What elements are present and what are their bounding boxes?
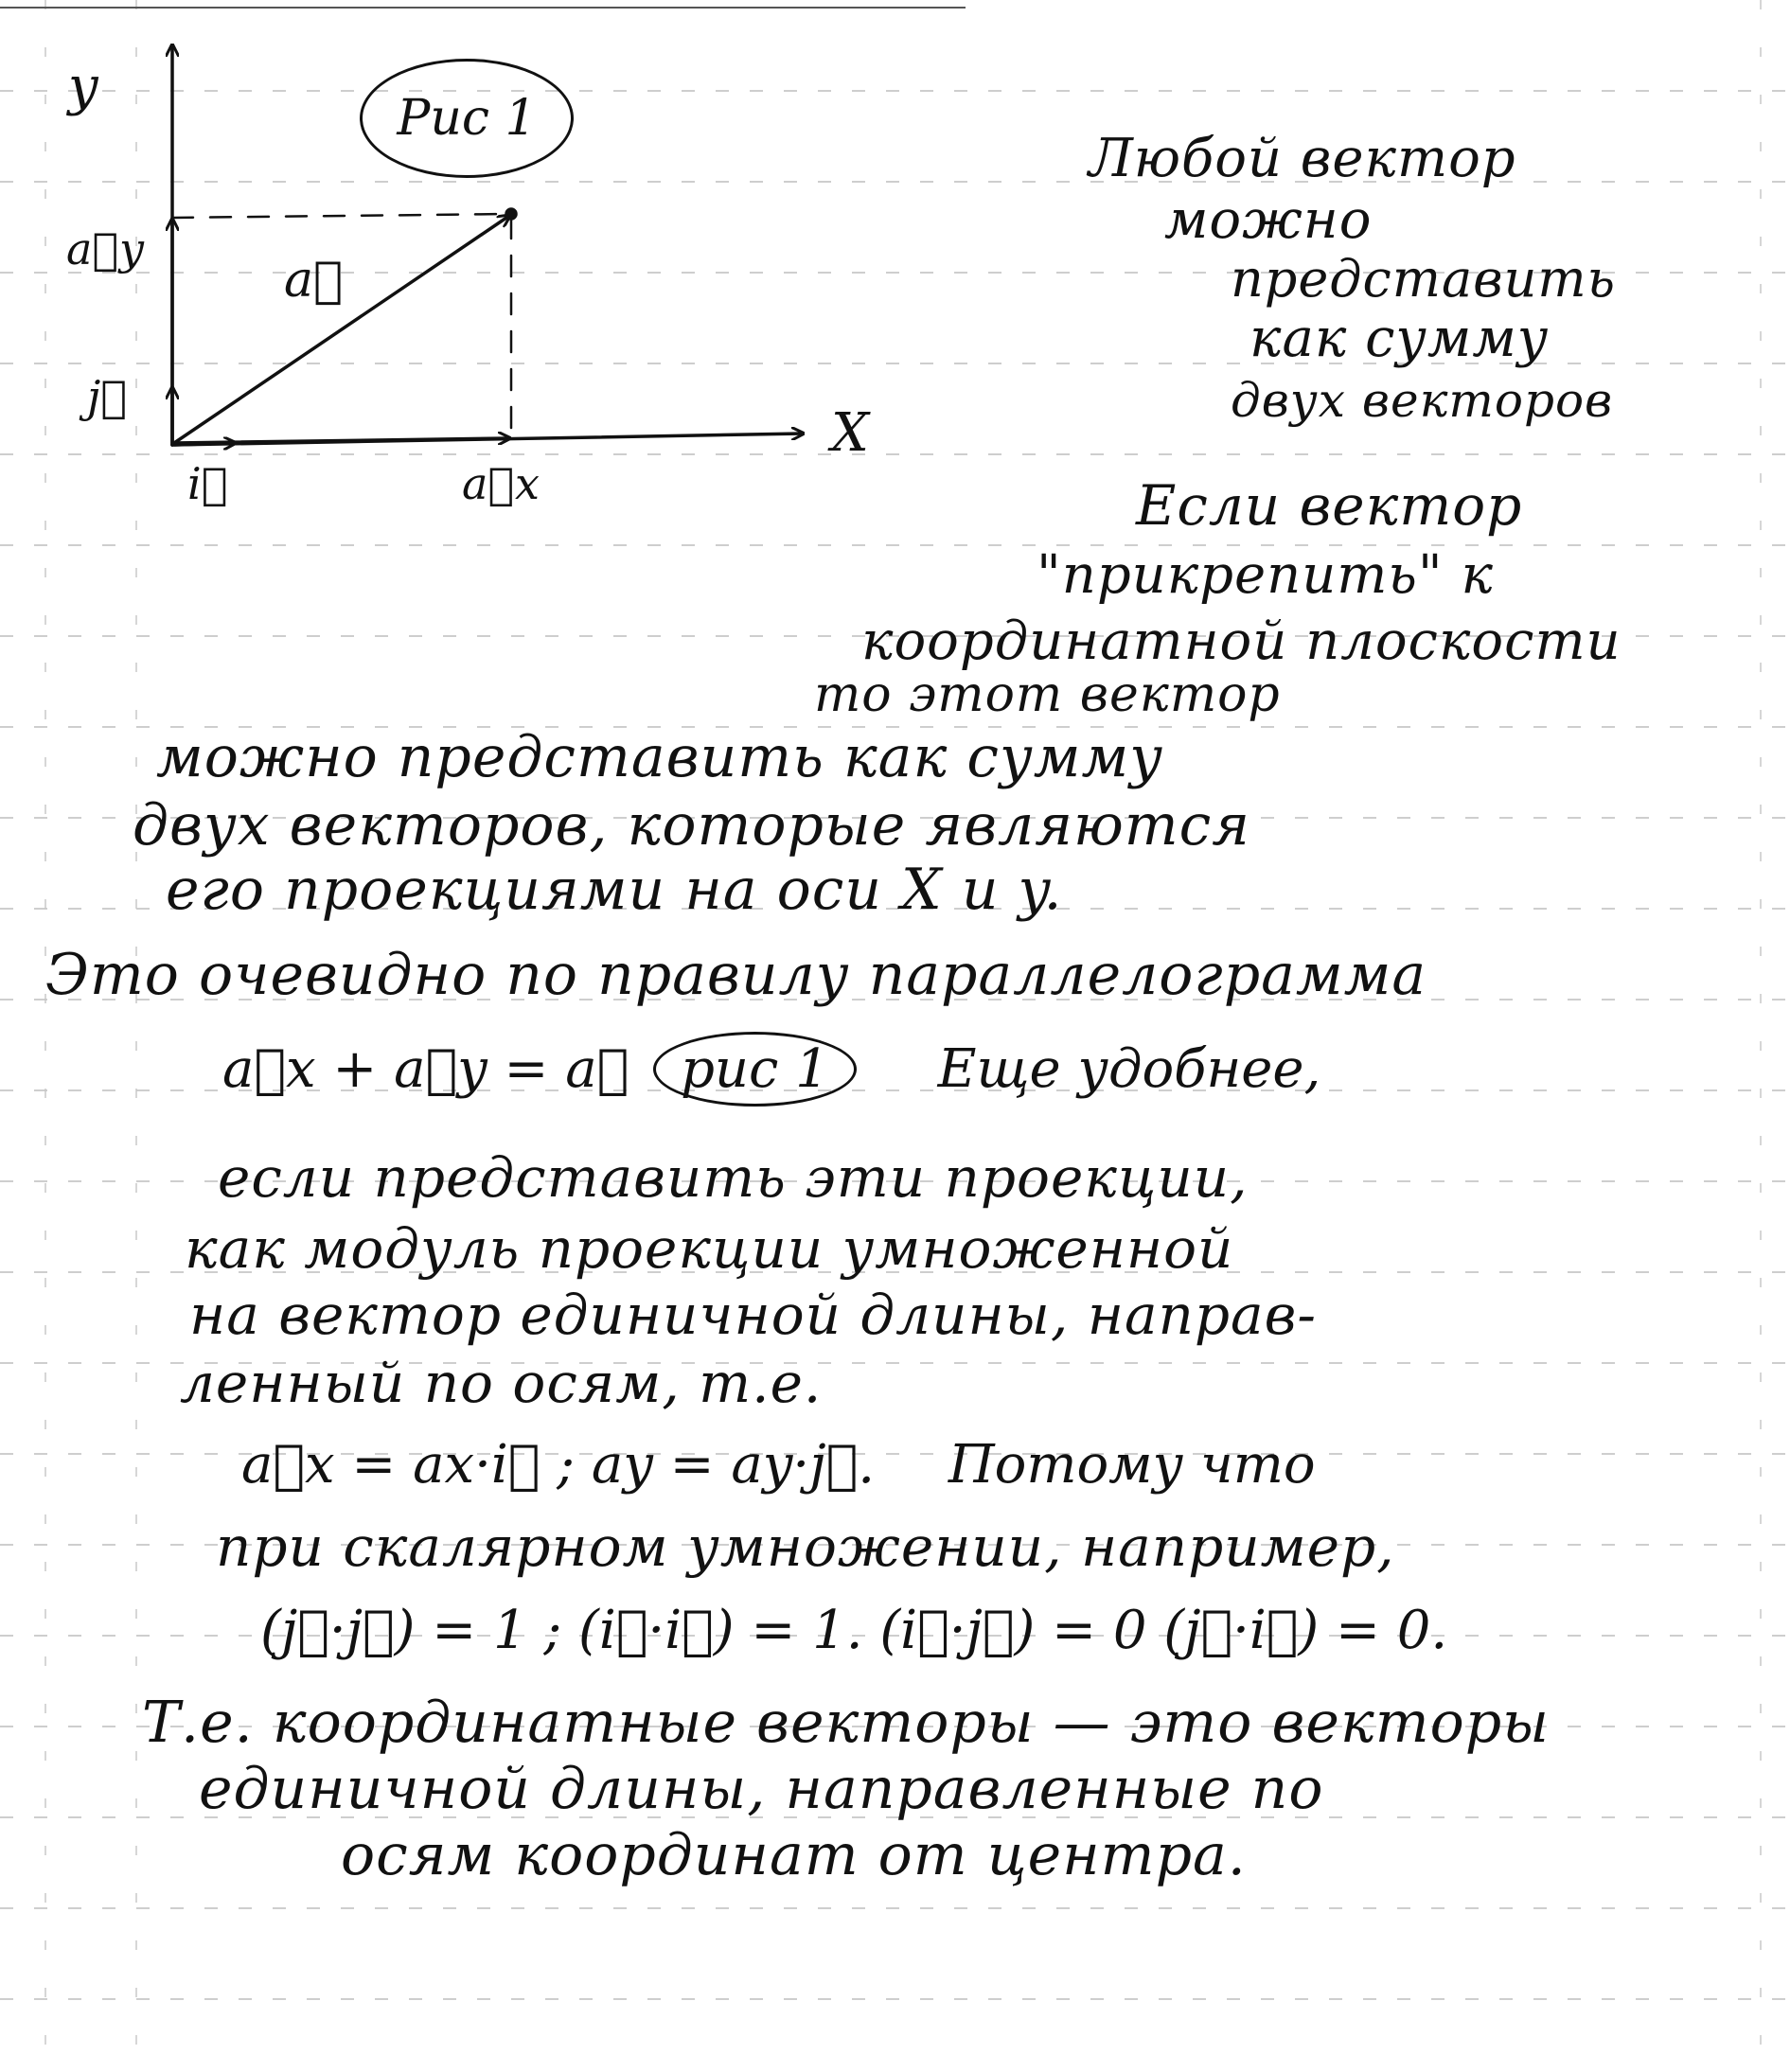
vector-a xyxy=(174,216,509,443)
conclusion-line: Т.е. координатные векторы — это векторы xyxy=(142,1690,1550,1756)
conclusion-line: единичной длины, направленные по xyxy=(199,1756,1324,1822)
body2-line: как модуль проекции умноженной xyxy=(185,1216,1234,1281)
vector-ax xyxy=(174,438,509,443)
side-note-line: двух векторов xyxy=(1231,373,1614,428)
vector-i xyxy=(174,443,235,445)
formula-sum-expr: a⃗x + a⃗y = a⃗ xyxy=(222,1038,629,1100)
x-axis xyxy=(172,434,803,445)
formula-sum xyxy=(222,1032,1320,1107)
body-line: можно представить как сумму xyxy=(156,724,1164,790)
formula-projection-tail: Потому что xyxy=(948,1434,1316,1496)
formula-dot-products: (j⃗·j⃗) = 1 ; (i⃗·i⃗) = 1. (i⃗·j⃗) = 0 (j⃗·i⃗) = 0. xyxy=(260,1600,1448,1661)
axis-y-label: y xyxy=(68,56,99,117)
intro-line: то этот вектор xyxy=(814,666,1281,723)
body-line: Это очевидно по правилу параллелограмма xyxy=(45,942,1427,1008)
vector-ay-label: a⃗y xyxy=(66,223,146,274)
body3-line: при скалярном умножении, например, xyxy=(216,1514,1395,1579)
formula-projection-expr: a⃗x = ax·i⃗ ; ay = ay·j⃗. xyxy=(241,1434,875,1496)
side-note-line: Любой вектор xyxy=(1089,128,1516,189)
side-note-line: можно xyxy=(1164,189,1373,251)
body2-line: ленный по осям, т.е. xyxy=(180,1351,823,1415)
conclusion-line: осям координат от центра. xyxy=(341,1822,1247,1888)
formula-projection xyxy=(241,1434,1316,1496)
side-note-line: представить xyxy=(1231,249,1616,309)
side-note-line: как сумму xyxy=(1249,308,1550,369)
figure-label: Рис 1 xyxy=(360,59,574,178)
intro-line: координатной плоскости xyxy=(861,611,1622,672)
body-line: его проекциями на оси X и y. xyxy=(166,857,1063,923)
vector-a-label: a⃗ xyxy=(284,252,345,309)
axis-x-label: X xyxy=(831,402,870,464)
vector-j-label: j⃗ xyxy=(87,371,128,422)
intro-line: "прикрепить" к xyxy=(1037,544,1494,606)
body2-line: на вектор единичной длины, направ- xyxy=(189,1283,1317,1347)
body-line: двух векторов, которые являются xyxy=(133,792,1250,859)
intro-line: Если вектор xyxy=(1136,473,1523,538)
formula-sum-tail: Еще удобнее, xyxy=(937,1038,1321,1100)
vector-ax-label: a⃗x xyxy=(462,458,541,509)
body2-line: если представить эти проекции, xyxy=(218,1145,1249,1210)
figure-ref: рис 1 xyxy=(653,1032,857,1107)
vector-i-label: i⃗ xyxy=(187,458,229,509)
